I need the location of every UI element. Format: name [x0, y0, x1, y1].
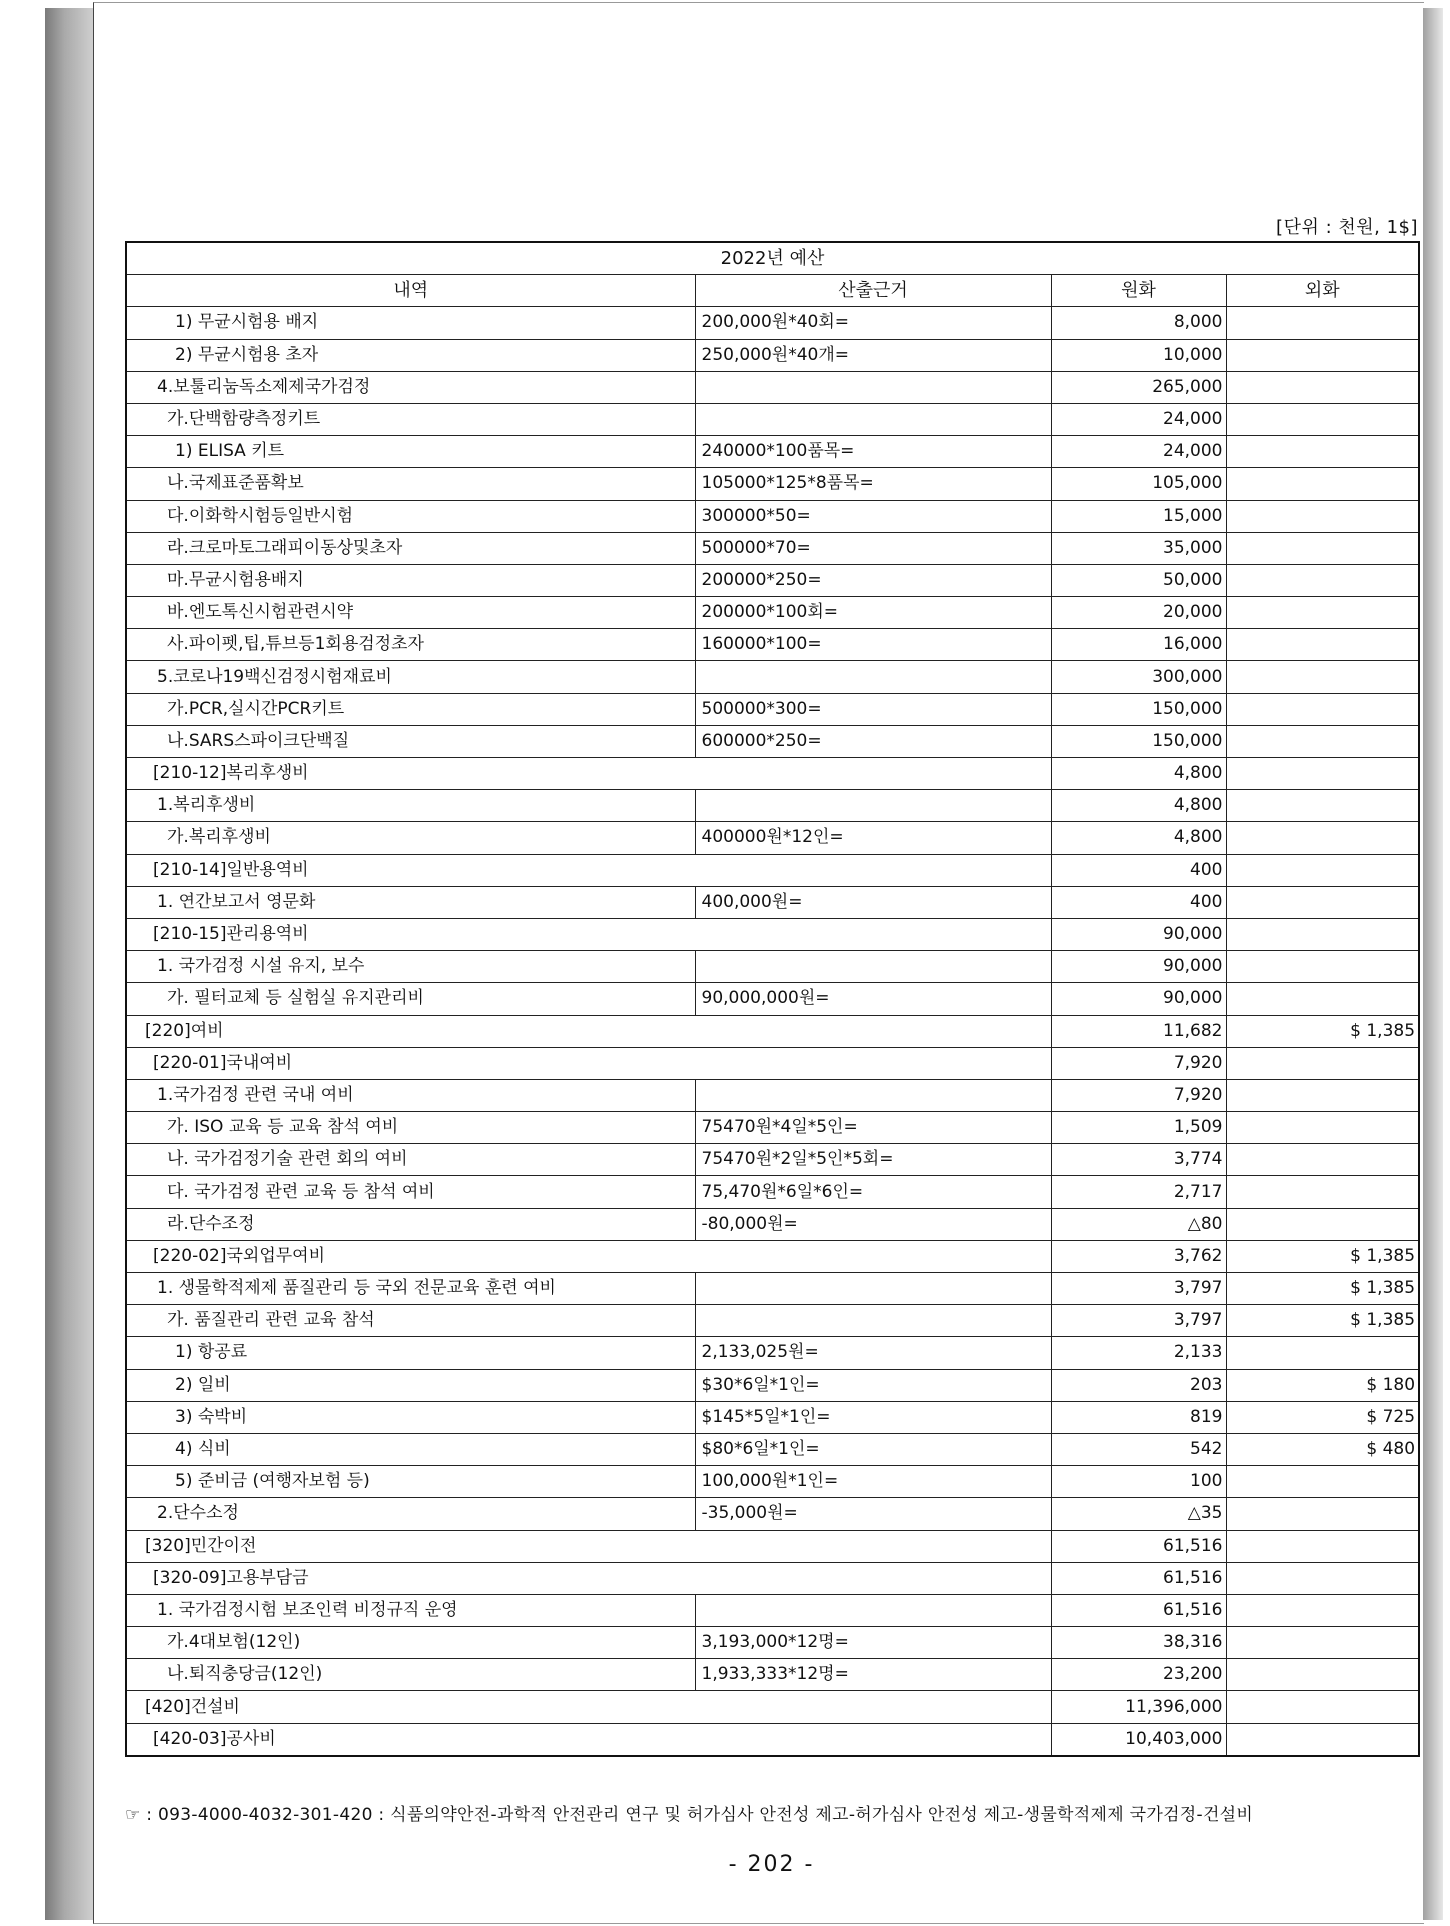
cell-item: 다. 국가검정 관련 교육 등 참석 여비: [126, 1176, 695, 1208]
cell-item: [320]민간이전: [126, 1530, 1051, 1562]
table-row: [126, 1562, 1419, 1594]
col-header-item: 내역: [126, 275, 695, 307]
cell-item: 가.4대보험(12인): [126, 1627, 695, 1659]
cell-basis: 3,193,000*12명=: [695, 1627, 1051, 1659]
cell-item: 1. 국가검정시험 보조인력 비정규직 운영: [126, 1594, 695, 1626]
cell-krw: 90,000: [1051, 951, 1226, 983]
cell-item: 라.단수조정: [126, 1208, 695, 1240]
cell-item: [210-15]관리용역비: [126, 918, 1051, 950]
cell-item: [220-02]국외업무여비: [126, 1240, 1051, 1272]
table-row: [126, 1112, 1419, 1144]
cell-item: 마.무균시험용배지: [126, 564, 695, 596]
cell-basis: 200000*100회=: [695, 597, 1051, 629]
table-row: [126, 1208, 1419, 1240]
table-row: [126, 1498, 1419, 1530]
page-number: - 202 -: [728, 1852, 815, 1877]
table-body: [126, 307, 1419, 1756]
table-row: [126, 436, 1419, 468]
cell-fx: $ 480: [1226, 1433, 1419, 1465]
cell-krw: 7,920: [1051, 1079, 1226, 1111]
table-row: [126, 1015, 1419, 1047]
cell-fx: $ 725: [1226, 1401, 1419, 1433]
cell-basis: 400,000원=: [695, 886, 1051, 918]
table-row: [126, 597, 1419, 629]
cell-krw: 61,516: [1051, 1594, 1226, 1626]
cell-item: 나.SARS스파이크단백질: [126, 725, 695, 757]
cell-fx: [1226, 564, 1419, 596]
cell-basis: 500000*300=: [695, 693, 1051, 725]
cell-item: 1. 연간보고서 영문화: [126, 886, 695, 918]
cell-fx: [1226, 307, 1419, 339]
cell-krw: 50,000: [1051, 564, 1226, 596]
cell-basis: [695, 1079, 1051, 1111]
cell-krw: 100: [1051, 1466, 1226, 1498]
col-header-fx: 외화: [1226, 275, 1419, 307]
cell-item: 4.보툴리눔독소제제국가검정: [126, 371, 695, 403]
cell-krw: 3,797: [1051, 1305, 1226, 1337]
cell-fx: [1226, 1176, 1419, 1208]
cell-item: 라.크로마토그래피이동상및초자: [126, 532, 695, 564]
table-row: [126, 918, 1419, 950]
cell-fx: [1226, 1337, 1419, 1369]
cell-item: 가.복리후생비: [126, 822, 695, 854]
table-row: [126, 500, 1419, 532]
table-row: [126, 1594, 1419, 1626]
cell-fx: [1226, 1079, 1419, 1111]
table-row: [126, 1401, 1419, 1433]
table-row: [126, 1369, 1419, 1401]
cell-item: 나.퇴직충당금(12인): [126, 1659, 695, 1691]
table-row: [126, 1240, 1419, 1272]
table-row: [126, 1337, 1419, 1369]
cell-item: [320-09]고용부담금: [126, 1562, 1051, 1594]
cell-basis: $30*6일*1인=: [695, 1369, 1051, 1401]
cell-fx: $ 1,385: [1226, 1240, 1419, 1272]
table-row: [126, 403, 1419, 435]
cell-basis: 400000원*12인=: [695, 822, 1051, 854]
cell-basis: 600000*250=: [695, 725, 1051, 757]
cell-fx: [1226, 629, 1419, 661]
cell-krw: 150,000: [1051, 693, 1226, 725]
cell-basis: 250,000원*40개=: [695, 339, 1051, 371]
table-row: [126, 564, 1419, 596]
cell-item: 2.단수소정: [126, 1498, 695, 1530]
cell-item: 가.PCR,실시간PCR키트: [126, 693, 695, 725]
cell-krw: 90,000: [1051, 983, 1226, 1015]
cell-fx: [1226, 532, 1419, 564]
cell-basis: 75470원*4일*5인=: [695, 1112, 1051, 1144]
table-row: [126, 1433, 1419, 1465]
cell-fx: [1226, 597, 1419, 629]
cell-item: 1. 생물학적제제 품질관리 등 국외 전문교육 훈련 여비: [126, 1273, 695, 1305]
cell-krw: 11,682: [1051, 1015, 1226, 1047]
cell-krw: 4,800: [1051, 758, 1226, 790]
cell-item: 1) ELISA 키트: [126, 436, 695, 468]
cell-item: 5) 준비금 (여행자보험 등): [126, 1466, 695, 1498]
cell-item: 1.국가검정 관련 국내 여비: [126, 1079, 695, 1111]
cell-basis: -35,000원=: [695, 1498, 1051, 1530]
cell-krw: 24,000: [1051, 403, 1226, 435]
cell-item: [220]여비: [126, 1015, 1051, 1047]
cell-item: 가.단백함량측정키트: [126, 403, 695, 435]
cell-krw: 3,797: [1051, 1273, 1226, 1305]
table-row: [126, 822, 1419, 854]
col-header-krw: 원화: [1051, 275, 1226, 307]
cell-item: 바.엔도톡신시험관련시약: [126, 597, 695, 629]
cell-fx: [1226, 822, 1419, 854]
cell-krw: 61,516: [1051, 1530, 1226, 1562]
table-row: [126, 629, 1419, 661]
cell-krw: 15,000: [1051, 500, 1226, 532]
cell-krw: 16,000: [1051, 629, 1226, 661]
cell-fx: [1226, 1723, 1419, 1756]
cell-basis: 240000*100품목=: [695, 436, 1051, 468]
table-row: [126, 758, 1419, 790]
cell-basis: 500000*70=: [695, 532, 1051, 564]
cell-basis: 200,000원*40회=: [695, 307, 1051, 339]
cell-basis: 200000*250=: [695, 564, 1051, 596]
table-row: [126, 339, 1419, 371]
table-row: [126, 951, 1419, 983]
cell-fx: [1226, 951, 1419, 983]
cell-krw: 2,717: [1051, 1176, 1226, 1208]
cell-item: 3) 숙박비: [126, 1401, 695, 1433]
cell-krw: 400: [1051, 854, 1226, 886]
cell-fx: [1226, 725, 1419, 757]
cell-krw: 20,000: [1051, 597, 1226, 629]
cell-krw: 7,920: [1051, 1047, 1226, 1079]
cell-fx: [1226, 371, 1419, 403]
table-row: [126, 1079, 1419, 1111]
table-row: [126, 532, 1419, 564]
cell-krw: 35,000: [1051, 532, 1226, 564]
cell-item: 사.파이펫,팁,튜브등1회용검정초자: [126, 629, 695, 661]
cell-basis: [695, 790, 1051, 822]
cell-fx: $ 1,385: [1226, 1273, 1419, 1305]
cell-item: 2) 무균시험용 초자: [126, 339, 695, 371]
cell-item: 가. 필터교체 등 실험실 유지관리비: [126, 983, 695, 1015]
cell-krw: 61,516: [1051, 1562, 1226, 1594]
cell-krw: 4,800: [1051, 790, 1226, 822]
table-row: [126, 693, 1419, 725]
cell-item: 나. 국가검정기술 관련 회의 여비: [126, 1144, 695, 1176]
table-row: [126, 983, 1419, 1015]
page-edge-shadow: [1423, 8, 1443, 1920]
cell-krw: 1,509: [1051, 1112, 1226, 1144]
cell-basis: 1,933,333*12명=: [695, 1659, 1051, 1691]
table-row: [126, 725, 1419, 757]
cell-item: [210-12]복리후생비: [126, 758, 1051, 790]
table-row: [126, 1466, 1419, 1498]
cell-basis: 300000*50=: [695, 500, 1051, 532]
cell-item: 나.국제표준품확보: [126, 468, 695, 500]
cell-basis: $80*6일*1인=: [695, 1433, 1051, 1465]
table-row: [126, 468, 1419, 500]
cell-fx: [1226, 1594, 1419, 1626]
cell-fx: $ 180: [1226, 1369, 1419, 1401]
cell-krw: 105,000: [1051, 468, 1226, 500]
cell-krw: 542: [1051, 1433, 1226, 1465]
cell-fx: [1226, 886, 1419, 918]
cell-krw: 3,762: [1051, 1240, 1226, 1272]
cell-fx: [1226, 918, 1419, 950]
cell-fx: [1226, 854, 1419, 886]
cell-item: 1) 무균시험용 배지: [126, 307, 695, 339]
table-row: [126, 1047, 1419, 1079]
table-row: [126, 1144, 1419, 1176]
cell-fx: [1226, 661, 1419, 693]
table-row: [126, 307, 1419, 339]
cell-basis: [695, 661, 1051, 693]
cell-krw: 150,000: [1051, 725, 1226, 757]
cell-fx: [1226, 1627, 1419, 1659]
table-row: [126, 371, 1419, 403]
book-spine: [45, 8, 93, 1920]
cell-fx: [1226, 1047, 1419, 1079]
cell-krw: 24,000: [1051, 436, 1226, 468]
col-header-basis: 산출근거: [695, 275, 1051, 307]
cell-basis: [695, 1305, 1051, 1337]
cell-krw: 90,000: [1051, 918, 1226, 950]
cell-krw: 11,396,000: [1051, 1691, 1226, 1723]
cell-fx: [1226, 693, 1419, 725]
cell-fx: [1226, 403, 1419, 435]
cell-item: 1. 국가검정 시설 유지, 보수: [126, 951, 695, 983]
cell-fx: [1226, 1530, 1419, 1562]
cell-krw: 400: [1051, 886, 1226, 918]
cell-krw: 819: [1051, 1401, 1226, 1433]
table-row: [126, 854, 1419, 886]
cell-item: [420-03]공사비: [126, 1723, 1051, 1756]
table-row: [126, 1273, 1419, 1305]
cell-krw: 2,133: [1051, 1337, 1226, 1369]
cell-fx: $ 1,385: [1226, 1305, 1419, 1337]
cell-item: 5.코로나19백신검정시험재료비: [126, 661, 695, 693]
unit-label: [단위 : 천원, 1$]: [1276, 217, 1418, 238]
cell-basis: [695, 951, 1051, 983]
cell-fx: $ 1,385: [1226, 1015, 1419, 1047]
cell-item: [210-14]일반용역비: [126, 854, 1051, 886]
table-row: [126, 1530, 1419, 1562]
cell-krw: 23,200: [1051, 1659, 1226, 1691]
cell-basis: -80,000원=: [695, 1208, 1051, 1240]
cell-item: 가. ISO 교육 등 교육 참석 여비: [126, 1112, 695, 1144]
cell-basis: [695, 371, 1051, 403]
cell-krw: 10,403,000: [1051, 1723, 1226, 1756]
cell-krw: 38,316: [1051, 1627, 1226, 1659]
budget-table: [125, 241, 1420, 1757]
cell-basis: $145*5일*1인=: [695, 1401, 1051, 1433]
cell-basis: 160000*100=: [695, 629, 1051, 661]
cell-fx: [1226, 339, 1419, 371]
cell-item: [420]건설비: [126, 1691, 1051, 1723]
table-row: [126, 1723, 1419, 1756]
table-row: [126, 661, 1419, 693]
table-row: [126, 1176, 1419, 1208]
cell-basis: 75,470원*6일*6인=: [695, 1176, 1051, 1208]
cell-basis: [695, 1594, 1051, 1626]
cell-krw: △80: [1051, 1208, 1226, 1240]
cell-basis: [695, 403, 1051, 435]
cell-item: 4) 식비: [126, 1433, 695, 1465]
footer-note: ☞ : 093-4000-4032-301-420 : 식품의약안전-과학적 안전관리 연구 및 허가심사 안전성 제고-허가심사 안전성 제고-생물학적제제 국가검정-건설비: [125, 1805, 1254, 1825]
cell-fx: [1226, 758, 1419, 790]
cell-item: 가. 품질관리 관련 교육 참석: [126, 1305, 695, 1337]
table-row: [126, 790, 1419, 822]
cell-item: 다.이화학시험등일반시험: [126, 500, 695, 532]
cell-fx: [1226, 1144, 1419, 1176]
cell-basis: [695, 1273, 1051, 1305]
cell-fx: [1226, 790, 1419, 822]
cell-krw: 3,774: [1051, 1144, 1226, 1176]
cell-krw: 265,000: [1051, 371, 1226, 403]
cell-fx: [1226, 500, 1419, 532]
cell-fx: [1226, 1466, 1419, 1498]
cell-item: 2) 일비: [126, 1369, 695, 1401]
cell-fx: [1226, 1691, 1419, 1723]
cell-item: 1) 항공료: [126, 1337, 695, 1369]
table-row: [126, 1659, 1419, 1691]
table-row: [126, 1627, 1419, 1659]
cell-fx: [1226, 1498, 1419, 1530]
cell-basis: 100,000원*1인=: [695, 1466, 1051, 1498]
table-row: [126, 886, 1419, 918]
cell-krw: 10,000: [1051, 339, 1226, 371]
table-row: [126, 1691, 1419, 1723]
cell-basis: 90,000,000원=: [695, 983, 1051, 1015]
cell-item: [220-01]국내여비: [126, 1047, 1051, 1079]
cell-fx: [1226, 1112, 1419, 1144]
cell-fx: [1226, 1562, 1419, 1594]
cell-fx: [1226, 1659, 1419, 1691]
table-title: 2022년 예산: [126, 242, 1419, 275]
cell-item: 1.복리후생비: [126, 790, 695, 822]
cell-basis: 105000*125*8품목=: [695, 468, 1051, 500]
cell-fx: [1226, 983, 1419, 1015]
cell-basis: 75470원*2일*5인*5회=: [695, 1144, 1051, 1176]
cell-fx: [1226, 468, 1419, 500]
cell-fx: [1226, 436, 1419, 468]
cell-krw: 8,000: [1051, 307, 1226, 339]
table-row: [126, 1305, 1419, 1337]
cell-krw: 300,000: [1051, 661, 1226, 693]
cell-krw: △35: [1051, 1498, 1226, 1530]
cell-krw: 4,800: [1051, 822, 1226, 854]
cell-basis: 2,133,025원=: [695, 1337, 1051, 1369]
cell-krw: 203: [1051, 1369, 1226, 1401]
cell-fx: [1226, 1208, 1419, 1240]
